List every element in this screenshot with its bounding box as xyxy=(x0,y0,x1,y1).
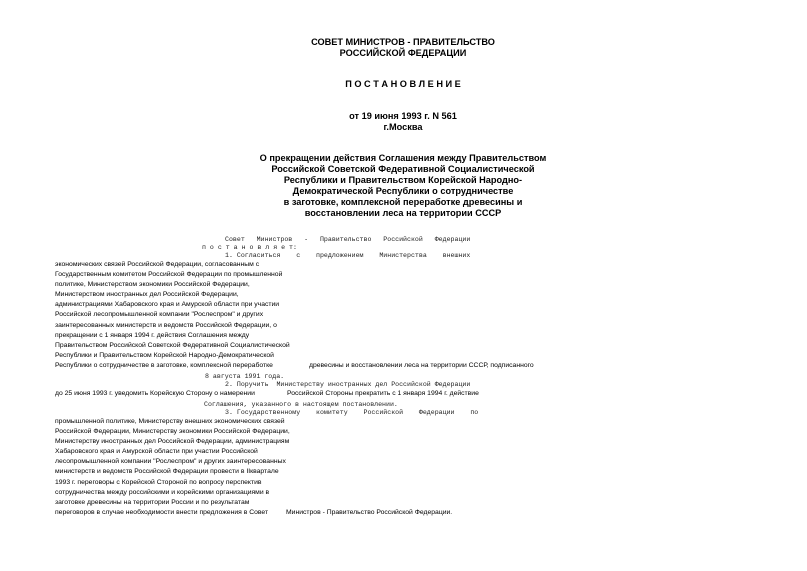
agreement-date: 8 августа 1991 года. xyxy=(205,373,285,380)
text-line: Министерству иностранных дел Российской Федерации, администрациям xyxy=(55,438,290,446)
title-line: О прекращении действия Соглашения между Правительством xyxy=(259,153,547,163)
document-date: от 19 июня 1993 г. N 561 xyxy=(349,111,457,121)
text-line: древесины и восстановлении леса на территории СССР, подписанного xyxy=(309,362,534,369)
text-line: Министров - Правительство Российской Федерации. xyxy=(286,509,453,516)
org-name-line2: РОССИЙСКОЙ ФЕДЕРАЦИИ xyxy=(339,48,467,58)
text-line: экономических связей Российской Федерации, согласованным с xyxy=(55,261,260,268)
text-line: Российской лесопромышленной компании "Рослеспром" и других xyxy=(55,311,264,319)
paragraph-1-body xyxy=(55,260,290,361)
text-line: Хабаровского края и Амурской области при участии Российской xyxy=(55,448,258,456)
org-name-line1: СОВЕТ МИНИСТРОВ - ПРАВИТЕЛЬСТВО xyxy=(311,37,495,47)
document-type: П О С Т А Н О В Л Е Н И Е xyxy=(345,79,461,89)
paragraph-2-start: 2. Поручить Министерству иностранных дел Российской Федерации xyxy=(225,381,471,388)
text-line: заинтересованных министерств и ведомств Российской Федерации, о xyxy=(55,321,277,329)
text-line: Правительством Российской Советской Федеративной Социалистической xyxy=(55,341,290,349)
intro-resolves: п о с т а н о в л я е т: xyxy=(202,244,297,251)
text-line: Министерством иностранных дел Российской Федерации, xyxy=(55,291,239,299)
text-line: администрациями Хабаровского края и Амурской области при участии xyxy=(55,301,280,309)
text-line: Республики о сотрудничестве в заготовке, комплексной переработке xyxy=(55,362,273,369)
text-line: сотрудничества между российскими и корейскими организациями в xyxy=(55,488,270,496)
text-line: заготовке древесины на территории России и по результатам xyxy=(55,498,250,506)
paragraph-3-start: 3. Государственному комитету Российской Федерации по xyxy=(225,409,479,416)
title-line: в заготовке, комплексной переработке древесины и xyxy=(283,197,523,207)
text-line: лесопромышленной компании "Рослеспром" и других заинтересованных xyxy=(55,458,286,466)
text-line: Российской Федерации, Министерству экономики Российской Федерации, xyxy=(55,428,290,436)
text-line: Республики и Правительством Корейской Народно-Демократической xyxy=(55,351,274,359)
text-line: Российской Стороны прекратить с 1 января 1994 г. действие xyxy=(287,390,479,397)
text-line: прекращении с 1 января 1994 г. действия Соглашения между xyxy=(55,331,250,339)
text-line: Государственным комитетом Российской Федерации по промышленной xyxy=(55,271,283,279)
text-line: политике, Министерством экономики Российской Федерации, xyxy=(55,281,250,289)
document-place: г.Москва xyxy=(383,122,423,132)
text-line: до 25 июня 1993 г. уведомить Корейскую Сторону о намерении xyxy=(55,390,255,397)
text-line: переговоров в случае необходимости внести предложения в Совет xyxy=(55,509,269,516)
text-line: министерств и ведомств Российской Федерации провести в IIквартале xyxy=(55,468,279,476)
text-line: 1993 г. переговоры с Корейской Стороной по вопросу перспектив xyxy=(55,478,262,486)
title-line: Российской Советской Федеративной Социалистической xyxy=(271,164,535,174)
text-line: промышленной политике, Министерству внешних экономических связей xyxy=(55,418,285,425)
intro-line: Совет Министров - Правительство Российской Федерации xyxy=(225,236,471,243)
paragraph-3-body xyxy=(55,417,290,508)
title-line: Республики и Правительством Корейской Народно- xyxy=(283,175,523,185)
paragraph-2-end: Соглашения, указанного в настоящем постановлении. xyxy=(204,401,398,408)
paragraph-1-start: 1. Согласиться с предложением Министерства внешних xyxy=(225,252,471,259)
title-line: Демократической Республики о сотрудничестве xyxy=(292,186,514,196)
title-line: восстановлении леса на территории СССР xyxy=(304,208,502,218)
